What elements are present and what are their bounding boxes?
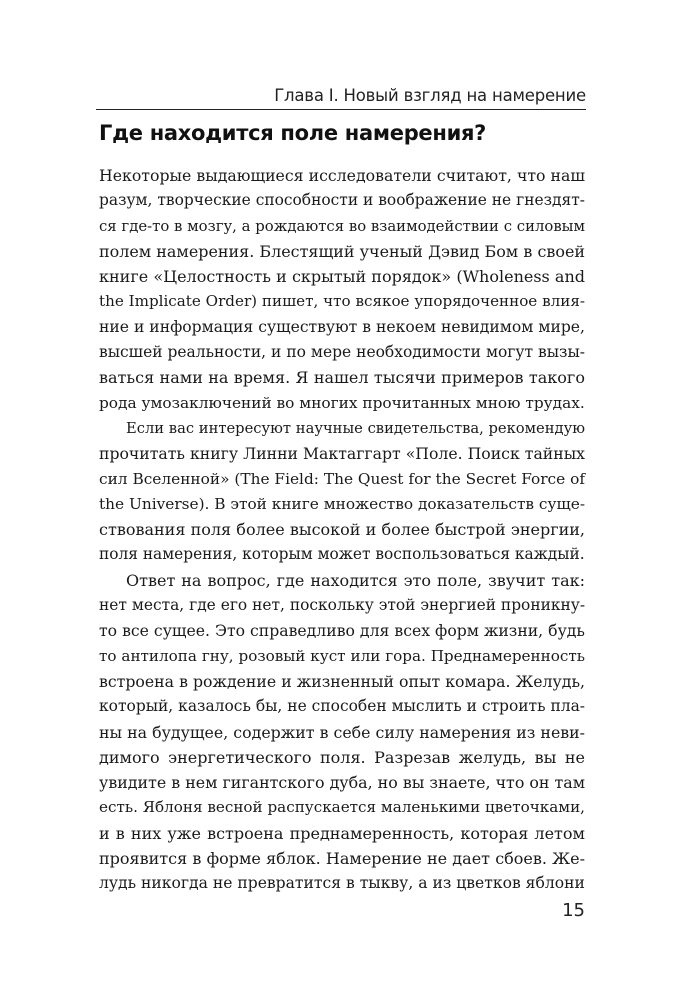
text-line: ние и информация существуют в некоем невидимом мире, [99,317,585,336]
text-line: встроена в рождение и жизненный опыт комара. Желудь, [99,671,586,691]
text-line: есть. Яблоня весной распускается маленькими цветочками, [99,798,585,817]
text-line: the Universe). В этой книге множество доказательств суще- [99,494,585,513]
text-line: увидите в нем гигантского дуба, но вы знаете, что он там [99,773,586,793]
text-line: ваться нами на время. Я нашел тысячи примеров такого [99,368,585,388]
text-line: the Implicate Order) пишет, что всякое упорядоченное влия- [99,292,585,311]
text-line: нет места, где его нет, поскольку этой энергией проникну- [99,596,586,615]
body-text [99,163,585,897]
page-number: 15 [562,900,585,921]
text-line: ны на будущее, содержит в себе силу намерения из неви- [99,722,586,742]
header-rule [96,109,586,110]
text-line: Если вас интересуют научные свидетельства, рекомендую [126,419,586,437]
text-line: лудь никогда не превратится в тыкву, а из цветков яблони [99,874,585,893]
text-line: ся где-то в мозгу, а рождаются во взаимодействии с силовым [99,217,586,235]
text-line: Некоторые выдающиеся исследователи считают, что наш [99,166,585,185]
text-line: то все сущее. Это справедливо для всех форм жизни, будь [99,621,585,641]
text-line: сил Вселенной» (The Field: The Quest for the Secret Force of [99,469,586,488]
section-heading: Где находится поле намерения? [99,121,487,145]
text-line: то антилопа гну, розовый куст или гора. Преднамеренность [99,646,585,665]
text-line: Ответ на вопрос, где находится это поле, звучит так: [126,570,586,590]
text-line: книге «Целостность и скрытый порядок» (Wholeness and [99,267,586,287]
text-line: разум, творческие способности и воображение не гнездят- [99,191,585,210]
text-line: прочитать книгу Линни Мактаггарт «Поле. Поиск тайных [99,444,586,464]
text-line: ствования поля более высокой и более быстрой энергии, [99,520,586,540]
text-line: поля намерения, которым может воспользоваться каждый. [99,545,585,564]
text-line: и в них уже встроена преднамеренность, которая летом [99,823,585,843]
text-line: который, казалось бы, не способен мыслить и строить пла- [99,697,586,716]
text-line: рода умозаключений во многих прочитанных мною трудах. [99,393,585,412]
text-line: полем намерения. Блестящий ученый Дэвид Бом в своей [99,241,585,261]
text-line: проявится в форме яблок. Намерение не дает сбоев. Же- [99,849,586,869]
text-line: димого энергетического поля. Разрезав желудь, вы не [99,747,586,767]
running-head: Глава I. Новый взгляд на намерение [274,86,586,105]
text-line: высшей реальности, и по мере необходимости могут вызы- [99,343,586,362]
